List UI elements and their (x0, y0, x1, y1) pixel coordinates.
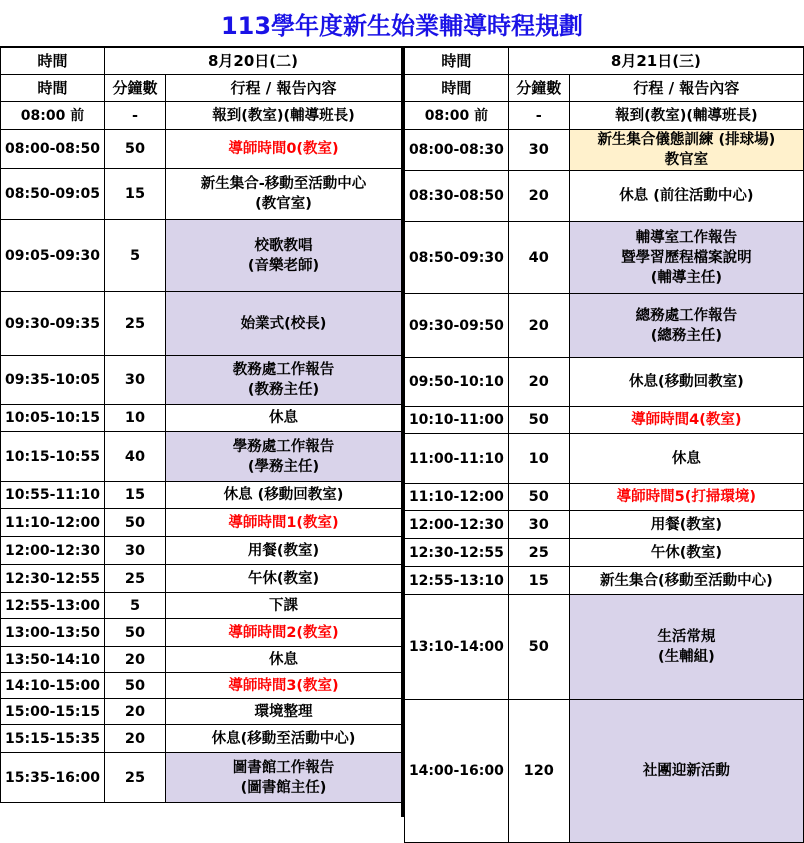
row-minutes: 25 (105, 292, 166, 356)
row-time: 08:00 前 (1, 102, 105, 130)
row-time: 09:30-09:35 (1, 292, 105, 356)
column-header-content: 行程 / 報告內容 (166, 75, 402, 102)
row-time: 10:05-10:15 (1, 405, 105, 432)
table-row (405, 567, 804, 595)
row-minutes: 20 (105, 725, 166, 753)
table-row (1, 102, 402, 130)
table-row (1, 509, 402, 537)
row-content (166, 130, 402, 169)
row-minutes: 20 (508, 358, 569, 407)
row-time: 11:10-12:00 (405, 484, 509, 511)
row-time: 15:15-15:35 (1, 725, 105, 753)
row-time: 13:10-14:00 (405, 595, 509, 700)
row-time: 12:55-13:00 (1, 593, 105, 619)
row-content (166, 356, 402, 405)
header-time: 時間 (1, 48, 105, 75)
content-line: 休息 (前往活動中心) (619, 188, 754, 204)
row-content (166, 482, 402, 509)
content-line: 休息 (移動回教室) (223, 487, 344, 503)
table-row (1, 169, 402, 220)
row-minutes: 20 (105, 647, 166, 673)
content-line: 導師時間5(打掃環境) (616, 489, 757, 505)
row-content (166, 432, 402, 482)
row-content (569, 700, 803, 843)
row-minutes: - (508, 102, 569, 130)
content-line: 新生集合-移動至活動中心 (200, 176, 367, 192)
row-time: 13:00-13:50 (1, 619, 105, 647)
content-line: 導師時間0(教室) (228, 141, 339, 157)
table-row (1, 725, 402, 753)
content-line: 休息(移動至活動中心) (211, 730, 356, 747)
row-content (166, 699, 402, 725)
content-line: 新生集合(移動至活動中心) (599, 572, 773, 589)
content-line: (總務主任) (650, 327, 722, 344)
table-row (1, 537, 402, 565)
row-content (569, 294, 803, 358)
row-time: 10:15-10:55 (1, 432, 105, 482)
table-row (1, 673, 402, 699)
content-line: 用餐(教室) (650, 516, 722, 533)
row-minutes: 120 (508, 700, 569, 843)
row-content (569, 595, 803, 700)
content-line: 輔導室工作報告 (635, 229, 738, 246)
row-minutes: 50 (508, 595, 569, 700)
header-date: 8月20日(二) (105, 48, 402, 75)
table-row (1, 699, 402, 725)
table-row (405, 484, 804, 511)
row-minutes: 30 (508, 511, 569, 539)
row-content (569, 130, 803, 171)
table-row (1, 130, 402, 169)
row-minutes: 15 (105, 482, 166, 509)
row-minutes: 10 (508, 434, 569, 484)
row-time: 08:30-08:50 (405, 171, 509, 222)
content-line: 用餐(教室) (247, 542, 320, 559)
row-minutes: 20 (105, 699, 166, 725)
content-line: 教官室 (664, 152, 709, 168)
content-line: (教務主任) (247, 382, 320, 398)
row-minutes: 20 (508, 294, 569, 358)
content-line: (生輔組) (657, 649, 715, 665)
table-row (1, 432, 402, 482)
row-time: 10:10-11:00 (405, 407, 509, 434)
table-row (405, 130, 804, 171)
row-time: 12:30-12:55 (1, 565, 105, 593)
content-line: 導師時間4(教室) (631, 412, 742, 428)
content-line: 圖書館工作報告 (232, 759, 335, 776)
row-minutes: 30 (105, 356, 166, 405)
table-row (1, 482, 402, 509)
row-time: 09:35-10:05 (1, 356, 105, 405)
content-line: 報到(教室)(輔導班長) (615, 107, 758, 124)
table-row (405, 434, 804, 484)
row-content (166, 673, 402, 699)
table-row (1, 565, 402, 593)
table-row (405, 511, 804, 539)
content-line: 午休(教室) (247, 570, 320, 587)
row-minutes: 15 (105, 169, 166, 220)
row-minutes: - (105, 102, 166, 130)
row-minutes: 50 (105, 619, 166, 647)
row-minutes: 50 (508, 407, 569, 434)
column-header-minutes: 分鐘數 (105, 75, 166, 102)
row-minutes: 20 (508, 171, 569, 222)
table-row (405, 222, 804, 294)
row-time: 09:05-09:30 (1, 220, 105, 292)
row-content (166, 753, 402, 803)
row-time: 08:00-08:30 (405, 130, 509, 171)
row-minutes: 5 (105, 220, 166, 292)
row-minutes: 15 (508, 567, 569, 595)
row-content (166, 292, 402, 356)
row-time: 09:30-09:50 (405, 294, 509, 358)
content-line: (教官室) (255, 196, 312, 212)
row-minutes: 50 (105, 509, 166, 537)
row-time: 08:50-09:30 (405, 222, 509, 294)
row-minutes: 25 (105, 565, 166, 593)
content-line: 教務處工作報告 (232, 362, 335, 378)
table-row (1, 356, 402, 405)
content-line: 校歌教唱 (254, 237, 313, 254)
row-time: 09:50-10:10 (405, 358, 509, 407)
row-time: 12:00-12:30 (405, 511, 509, 539)
content-line: 環境整理 (254, 703, 313, 720)
column-header-time: 時間 (1, 75, 105, 102)
content-line: 暨學習歷程檔案說明 (621, 249, 752, 266)
row-content (569, 222, 803, 294)
table-row (405, 700, 804, 843)
table-row (405, 595, 804, 700)
column-header-content: 行程 / 報告內容 (569, 75, 803, 102)
row-content (166, 565, 402, 593)
row-content (569, 358, 803, 407)
header-row-columns (405, 75, 804, 102)
table-row (1, 647, 402, 673)
content-line: 休息 (671, 450, 701, 467)
header-row-date (1, 48, 402, 75)
row-time: 14:10-15:00 (1, 673, 105, 699)
row-minutes: 5 (105, 593, 166, 619)
content-line: 午休(教室) (650, 544, 722, 561)
row-minutes: 50 (105, 673, 166, 699)
content-line: 休息 (269, 651, 298, 668)
table-row (405, 358, 804, 407)
row-content (569, 434, 803, 484)
row-content (569, 102, 803, 130)
row-content (166, 102, 402, 130)
table-row (1, 593, 402, 619)
column-header-time: 時間 (405, 75, 509, 102)
content-line: 休息(移動回教室) (628, 374, 744, 390)
content-line: 新生集合儀態訓練 (排球場) (597, 132, 776, 148)
row-content (166, 509, 402, 537)
row-content (569, 511, 803, 539)
row-content (569, 484, 803, 511)
content-line: 下課 (269, 597, 298, 614)
day-divider (401, 47, 404, 817)
row-minutes: 40 (508, 222, 569, 294)
table-row (1, 292, 402, 356)
content-line: (音樂老師) (247, 257, 320, 274)
content-line: 始業式(校長) (240, 315, 327, 332)
header-date: 8月21日(三) (508, 48, 803, 75)
row-time: 08:00 前 (405, 102, 509, 130)
content-line: 導師時間2(教室) (228, 624, 339, 641)
row-content (569, 539, 803, 567)
row-content (166, 619, 402, 647)
row-minutes: 10 (105, 405, 166, 432)
header-time: 時間 (405, 48, 509, 75)
row-minutes: 30 (508, 130, 569, 171)
content-line: 學務處工作報告 (232, 438, 335, 455)
row-minutes: 30 (105, 537, 166, 565)
row-time: 15:00-15:15 (1, 699, 105, 725)
schedule-table-day1 (0, 47, 402, 803)
row-time: 11:10-12:00 (1, 509, 105, 537)
row-time: 15:35-16:00 (1, 753, 105, 803)
row-content (569, 407, 803, 434)
table-row (1, 753, 402, 803)
table-row (1, 220, 402, 292)
content-line: 導師時間3(教室) (228, 677, 339, 694)
column-header-minutes: 分鐘數 (508, 75, 569, 102)
row-time: 11:00-11:10 (405, 434, 509, 484)
row-minutes: 40 (105, 432, 166, 482)
content-line: 導師時間1(教室) (228, 514, 339, 531)
content-line: (學務主任) (247, 458, 320, 475)
row-content (166, 405, 402, 432)
row-minutes: 50 (508, 484, 569, 511)
content-line: 總務處工作報告 (635, 307, 738, 324)
content-line: 報到(教室)(輔導班長) (212, 107, 355, 124)
table-row (405, 539, 804, 567)
row-content (166, 537, 402, 565)
row-content (166, 220, 402, 292)
row-time: 12:55-13:10 (405, 567, 509, 595)
row-time: 08:00-08:50 (1, 130, 105, 169)
table-row (405, 407, 804, 434)
content-line: (輔導主任) (650, 269, 722, 286)
table-row (405, 171, 804, 222)
row-content (166, 647, 402, 673)
table-row (1, 619, 402, 647)
header-row-columns (1, 75, 402, 102)
content-line: 生活常規 (657, 629, 716, 645)
row-content (569, 171, 803, 222)
row-minutes: 25 (105, 753, 166, 803)
content-line: 社團迎新活動 (642, 763, 730, 779)
row-content (166, 169, 402, 220)
row-time: 08:50-09:05 (1, 169, 105, 220)
table-row (405, 102, 804, 130)
row-time: 10:55-11:10 (1, 482, 105, 509)
content-line: 休息 (269, 410, 298, 426)
row-minutes: 50 (105, 130, 166, 169)
row-content (166, 725, 402, 753)
table-row (1, 405, 402, 432)
content-line: (圖書館主任) (240, 779, 327, 796)
row-time: 13:50-14:10 (1, 647, 105, 673)
row-time: 12:30-12:55 (405, 539, 509, 567)
row-minutes: 25 (508, 539, 569, 567)
page-title: 113學年度新生始業輔導時程規劃 (220, 12, 584, 40)
table-row (405, 294, 804, 358)
schedule-table-day2 (404, 47, 804, 843)
row-content (569, 567, 803, 595)
row-content (166, 593, 402, 619)
row-time: 14:00-16:00 (405, 700, 509, 843)
header-row-date (405, 48, 804, 75)
row-time: 12:00-12:30 (1, 537, 105, 565)
